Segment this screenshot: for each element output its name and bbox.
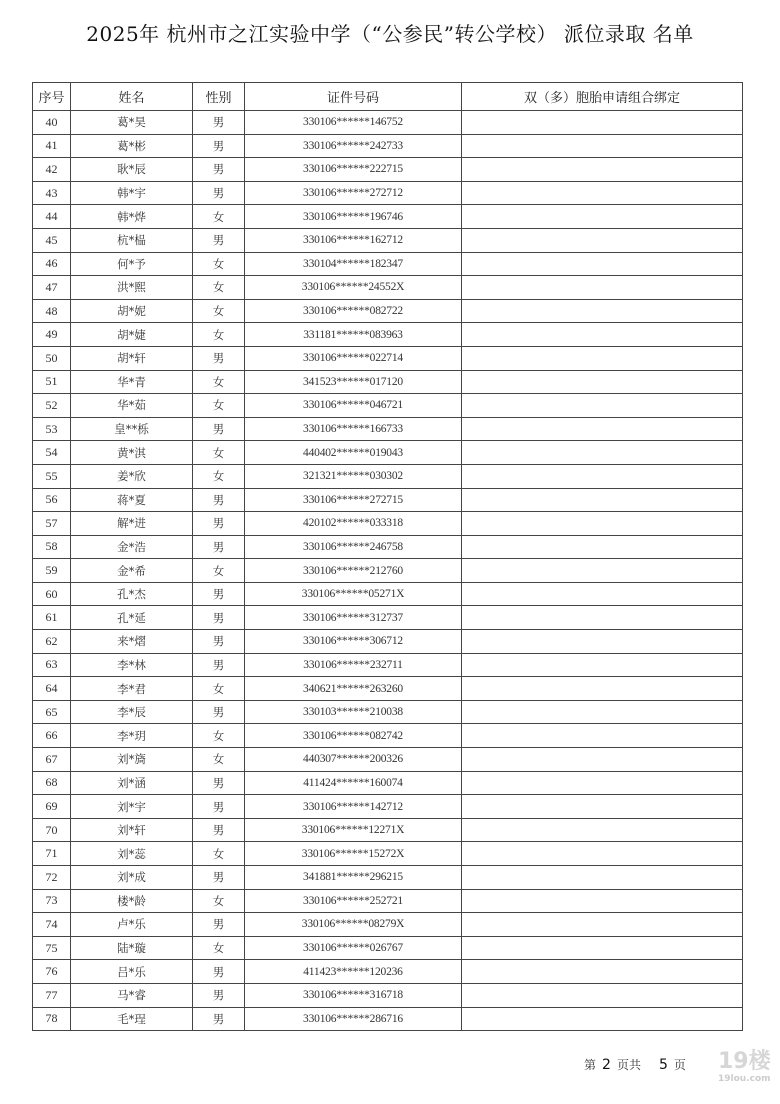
cell-id: 330106******272712 <box>245 181 462 205</box>
cell-number: 66 <box>33 724 71 748</box>
cell-name: 皇**栎 <box>71 417 193 441</box>
cell-name: 黄*淇 <box>71 441 193 465</box>
cell-twins <box>462 205 743 229</box>
cell-number: 65 <box>33 700 71 724</box>
cell-id: 330106******222715 <box>245 158 462 182</box>
cell-id: 330106******166733 <box>245 417 462 441</box>
cell-twins <box>462 582 743 606</box>
page-title: 2025年 杭州市之江实验中学（“公参民”转公学校） 派位录取 名单 <box>86 22 694 46</box>
cell-id: 330106******316718 <box>245 983 462 1007</box>
cell-gender: 男 <box>193 818 245 842</box>
cell-gender: 男 <box>193 111 245 135</box>
table-row <box>33 346 743 370</box>
table-row <box>33 512 743 536</box>
cell-twins <box>462 394 743 418</box>
cell-id: 330106******242733 <box>245 134 462 158</box>
cell-id: 330106******212760 <box>245 559 462 583</box>
cell-id: 420102******033318 <box>245 512 462 536</box>
cell-gender: 女 <box>193 441 245 465</box>
cell-name: 洪*熙 <box>71 276 193 300</box>
table-row <box>33 276 743 300</box>
current-page: 2 <box>602 1057 611 1073</box>
cell-id: 330103******210038 <box>245 700 462 724</box>
cell-id: 330106******306712 <box>245 630 462 654</box>
cell-id: 411424******160074 <box>245 771 462 795</box>
cell-gender: 女 <box>193 252 245 276</box>
cell-twins <box>462 441 743 465</box>
cell-number: 59 <box>33 559 71 583</box>
cell-number: 69 <box>33 795 71 819</box>
cell-number: 42 <box>33 158 71 182</box>
cell-id: 440402******019043 <box>245 441 462 465</box>
page-footer <box>584 1056 686 1073</box>
cell-number: 52 <box>33 394 71 418</box>
cell-number: 55 <box>33 464 71 488</box>
cell-number: 64 <box>33 677 71 701</box>
cell-twins <box>462 535 743 559</box>
cell-id: 330106******022714 <box>245 346 462 370</box>
cell-twins <box>462 677 743 701</box>
cell-number: 72 <box>33 866 71 890</box>
cell-twins <box>462 889 743 913</box>
cell-id: 330104******182347 <box>245 252 462 276</box>
cell-id: 331181******083963 <box>245 323 462 347</box>
cell-number: 71 <box>33 842 71 866</box>
cell-number: 77 <box>33 983 71 1007</box>
cell-number: 43 <box>33 181 71 205</box>
cell-number: 63 <box>33 653 71 677</box>
cell-gender: 男 <box>193 606 245 630</box>
column-header-name: 姓名 <box>71 83 193 111</box>
cell-gender: 男 <box>193 960 245 984</box>
cell-id: 330106******15272X <box>245 842 462 866</box>
cell-gender: 男 <box>193 134 245 158</box>
cell-name: 葛*昊 <box>71 111 193 135</box>
table-row <box>33 913 743 937</box>
cell-id: 330106******146752 <box>245 111 462 135</box>
cell-name: 卢*乐 <box>71 913 193 937</box>
cell-gender: 女 <box>193 748 245 772</box>
total-pages: 5 <box>658 1057 668 1073</box>
cell-twins <box>462 181 743 205</box>
cell-name: 楼*龄 <box>71 889 193 913</box>
cell-name: 毛*珵 <box>71 1007 193 1031</box>
cell-name: 吕*乐 <box>71 960 193 984</box>
cell-twins <box>462 346 743 370</box>
footer-prefix: 第 <box>584 1058 597 1072</box>
cell-name: 胡*轩 <box>71 346 193 370</box>
cell-id: 330106******312737 <box>245 606 462 630</box>
cell-twins <box>462 158 743 182</box>
cell-twins <box>462 1007 743 1031</box>
table-row <box>33 370 743 394</box>
table-row <box>33 205 743 229</box>
cell-gender: 男 <box>193 771 245 795</box>
cell-id: 330106******05271X <box>245 582 462 606</box>
cell-id: 330106******272715 <box>245 488 462 512</box>
cell-gender: 女 <box>193 370 245 394</box>
cell-twins <box>462 134 743 158</box>
cell-gender: 女 <box>193 724 245 748</box>
watermark-text: 19楼 <box>718 1049 771 1074</box>
cell-number: 58 <box>33 535 71 559</box>
cell-name: 李*玥 <box>71 724 193 748</box>
table-row <box>33 677 743 701</box>
footer-middle: 页共 <box>616 1058 641 1072</box>
cell-gender: 男 <box>193 866 245 890</box>
table-row <box>33 111 743 135</box>
cell-number: 76 <box>33 960 71 984</box>
table-row <box>33 394 743 418</box>
table-row <box>33 983 743 1007</box>
cell-id: 330106******082722 <box>245 299 462 323</box>
cell-number: 49 <box>33 323 71 347</box>
table-row <box>33 535 743 559</box>
table-row <box>33 134 743 158</box>
cell-number: 51 <box>33 370 71 394</box>
cell-gender: 男 <box>193 913 245 937</box>
cell-id: 330106******232711 <box>245 653 462 677</box>
cell-number: 75 <box>33 936 71 960</box>
cell-gender: 男 <box>193 158 245 182</box>
cell-twins <box>462 370 743 394</box>
cell-name: 胡*妮 <box>71 299 193 323</box>
cell-number: 67 <box>33 748 71 772</box>
cell-gender: 男 <box>193 228 245 252</box>
cell-name: 刘*涵 <box>71 771 193 795</box>
cell-gender: 男 <box>193 535 245 559</box>
cell-name: 耿*辰 <box>71 158 193 182</box>
cell-name: 孔*杰 <box>71 582 193 606</box>
table-row <box>33 158 743 182</box>
cell-number: 44 <box>33 205 71 229</box>
table-row <box>33 299 743 323</box>
cell-name: 刘*成 <box>71 866 193 890</box>
cell-name: 姜*欣 <box>71 464 193 488</box>
cell-number: 54 <box>33 441 71 465</box>
table-row <box>33 181 743 205</box>
cell-twins <box>462 276 743 300</box>
table-row <box>33 323 743 347</box>
table-row <box>33 441 743 465</box>
cell-id: 440307******200326 <box>245 748 462 772</box>
cell-gender: 男 <box>193 512 245 536</box>
cell-name: 陆*璇 <box>71 936 193 960</box>
table-row <box>33 228 743 252</box>
cell-twins <box>462 842 743 866</box>
cell-gender: 男 <box>193 346 245 370</box>
cell-twins <box>462 464 743 488</box>
cell-gender: 男 <box>193 488 245 512</box>
table-row <box>33 795 743 819</box>
cell-name: 金*浩 <box>71 535 193 559</box>
cell-number: 78 <box>33 1007 71 1031</box>
cell-gender: 男 <box>193 582 245 606</box>
table-body <box>33 111 743 1031</box>
cell-twins <box>462 818 743 842</box>
cell-name: 韩*烨 <box>71 205 193 229</box>
cell-gender: 女 <box>193 323 245 347</box>
cell-gender: 女 <box>193 842 245 866</box>
cell-gender: 男 <box>193 630 245 654</box>
cell-id: 330106******162712 <box>245 228 462 252</box>
cell-twins <box>462 771 743 795</box>
cell-name: 韩*宇 <box>71 181 193 205</box>
cell-twins <box>462 653 743 677</box>
cell-number: 45 <box>33 228 71 252</box>
cell-twins <box>462 913 743 937</box>
table-row <box>33 748 743 772</box>
table-row <box>33 488 743 512</box>
cell-gender: 女 <box>193 276 245 300</box>
cell-name: 刘*旖 <box>71 748 193 772</box>
cell-gender: 男 <box>193 700 245 724</box>
table-row <box>33 866 743 890</box>
cell-gender: 男 <box>193 983 245 1007</box>
cell-number: 50 <box>33 346 71 370</box>
cell-name: 来*熠 <box>71 630 193 654</box>
cell-gender: 女 <box>193 559 245 583</box>
cell-twins <box>462 748 743 772</box>
cell-number: 60 <box>33 582 71 606</box>
cell-id: 330106******026767 <box>245 936 462 960</box>
cell-number: 61 <box>33 606 71 630</box>
table-row <box>33 252 743 276</box>
cell-twins <box>462 323 743 347</box>
table-row <box>33 559 743 583</box>
table-row <box>33 630 743 654</box>
table-row <box>33 960 743 984</box>
cell-id: 340621******263260 <box>245 677 462 701</box>
cell-number: 47 <box>33 276 71 300</box>
cell-twins <box>462 111 743 135</box>
cell-twins <box>462 700 743 724</box>
cell-id: 330106******246758 <box>245 535 462 559</box>
cell-name: 葛*彬 <box>71 134 193 158</box>
table-row <box>33 606 743 630</box>
column-header-number: 序号 <box>33 83 71 111</box>
cell-gender: 女 <box>193 677 245 701</box>
cell-id: 330106******196746 <box>245 205 462 229</box>
cell-twins <box>462 512 743 536</box>
footer-suffix: 页 <box>673 1058 686 1072</box>
column-header-id: 证件号码 <box>245 83 462 111</box>
cell-gender: 女 <box>193 394 245 418</box>
table-row <box>33 818 743 842</box>
cell-number: 56 <box>33 488 71 512</box>
cell-number: 57 <box>33 512 71 536</box>
cell-twins <box>462 606 743 630</box>
cell-gender: 男 <box>193 795 245 819</box>
cell-number: 41 <box>33 134 71 158</box>
cell-gender: 女 <box>193 205 245 229</box>
cell-twins <box>462 724 743 748</box>
cell-twins <box>462 983 743 1007</box>
cell-id: 330106******046721 <box>245 394 462 418</box>
cell-gender: 男 <box>193 417 245 441</box>
cell-id: 330106******142712 <box>245 795 462 819</box>
cell-name: 解*进 <box>71 512 193 536</box>
cell-twins <box>462 866 743 890</box>
cell-id: 330106******08279X <box>245 913 462 937</box>
cell-name: 何*予 <box>71 252 193 276</box>
cell-id: 330106******12271X <box>245 818 462 842</box>
cell-twins <box>462 630 743 654</box>
table-row <box>33 842 743 866</box>
cell-twins <box>462 228 743 252</box>
table-row <box>33 771 743 795</box>
cell-name: 蒋*夏 <box>71 488 193 512</box>
cell-number: 68 <box>33 771 71 795</box>
cell-name: 马*睿 <box>71 983 193 1007</box>
column-header-twins: 双（多）胞胎申请组合绑定 <box>462 83 743 111</box>
cell-twins <box>462 299 743 323</box>
cell-id: 341881******296215 <box>245 866 462 890</box>
cell-twins <box>462 417 743 441</box>
cell-number: 74 <box>33 913 71 937</box>
cell-number: 48 <box>33 299 71 323</box>
cell-twins <box>462 960 743 984</box>
cell-name: 胡*婕 <box>71 323 193 347</box>
cell-name: 刘*蕊 <box>71 842 193 866</box>
table-row <box>33 653 743 677</box>
table-row <box>33 417 743 441</box>
cell-number: 53 <box>33 417 71 441</box>
cell-id: 330106******24552X <box>245 276 462 300</box>
cell-twins <box>462 252 743 276</box>
cell-gender: 男 <box>193 1007 245 1031</box>
cell-number: 70 <box>33 818 71 842</box>
cell-number: 40 <box>33 111 71 135</box>
cell-id: 330106******082742 <box>245 724 462 748</box>
table-header-row <box>33 83 743 111</box>
cell-id: 411423******120236 <box>245 960 462 984</box>
table-row <box>33 464 743 488</box>
cell-number: 62 <box>33 630 71 654</box>
cell-twins <box>462 936 743 960</box>
cell-name: 孔*延 <box>71 606 193 630</box>
table-row <box>33 582 743 606</box>
watermark-logo <box>718 1050 778 1085</box>
cell-id: 341523******017120 <box>245 370 462 394</box>
cell-name: 金*希 <box>71 559 193 583</box>
cell-name: 李*君 <box>71 677 193 701</box>
cell-gender: 女 <box>193 936 245 960</box>
table-row <box>33 700 743 724</box>
cell-gender: 女 <box>193 299 245 323</box>
cell-gender: 男 <box>193 181 245 205</box>
watermark-url: 19lou.com <box>718 1074 771 1084</box>
admission-list-table <box>32 82 743 1031</box>
cell-name: 刘*轩 <box>71 818 193 842</box>
cell-gender: 男 <box>193 653 245 677</box>
cell-name: 李*辰 <box>71 700 193 724</box>
cell-name: 杭*榀 <box>71 228 193 252</box>
table-row <box>33 1007 743 1031</box>
table-row <box>33 724 743 748</box>
cell-id: 330106******286716 <box>245 1007 462 1031</box>
cell-number: 73 <box>33 889 71 913</box>
cell-name: 刘*宇 <box>71 795 193 819</box>
cell-id: 330106******252721 <box>245 889 462 913</box>
column-header-gender: 性别 <box>193 83 245 111</box>
cell-name: 李*林 <box>71 653 193 677</box>
table-row <box>33 889 743 913</box>
cell-gender: 女 <box>193 464 245 488</box>
cell-id: 321321******030302 <box>245 464 462 488</box>
cell-twins <box>462 795 743 819</box>
cell-twins <box>462 559 743 583</box>
table-row <box>33 936 743 960</box>
cell-gender: 女 <box>193 889 245 913</box>
cell-name: 华*青 <box>71 370 193 394</box>
cell-twins <box>462 488 743 512</box>
cell-name: 华*茹 <box>71 394 193 418</box>
cell-number: 46 <box>33 252 71 276</box>
